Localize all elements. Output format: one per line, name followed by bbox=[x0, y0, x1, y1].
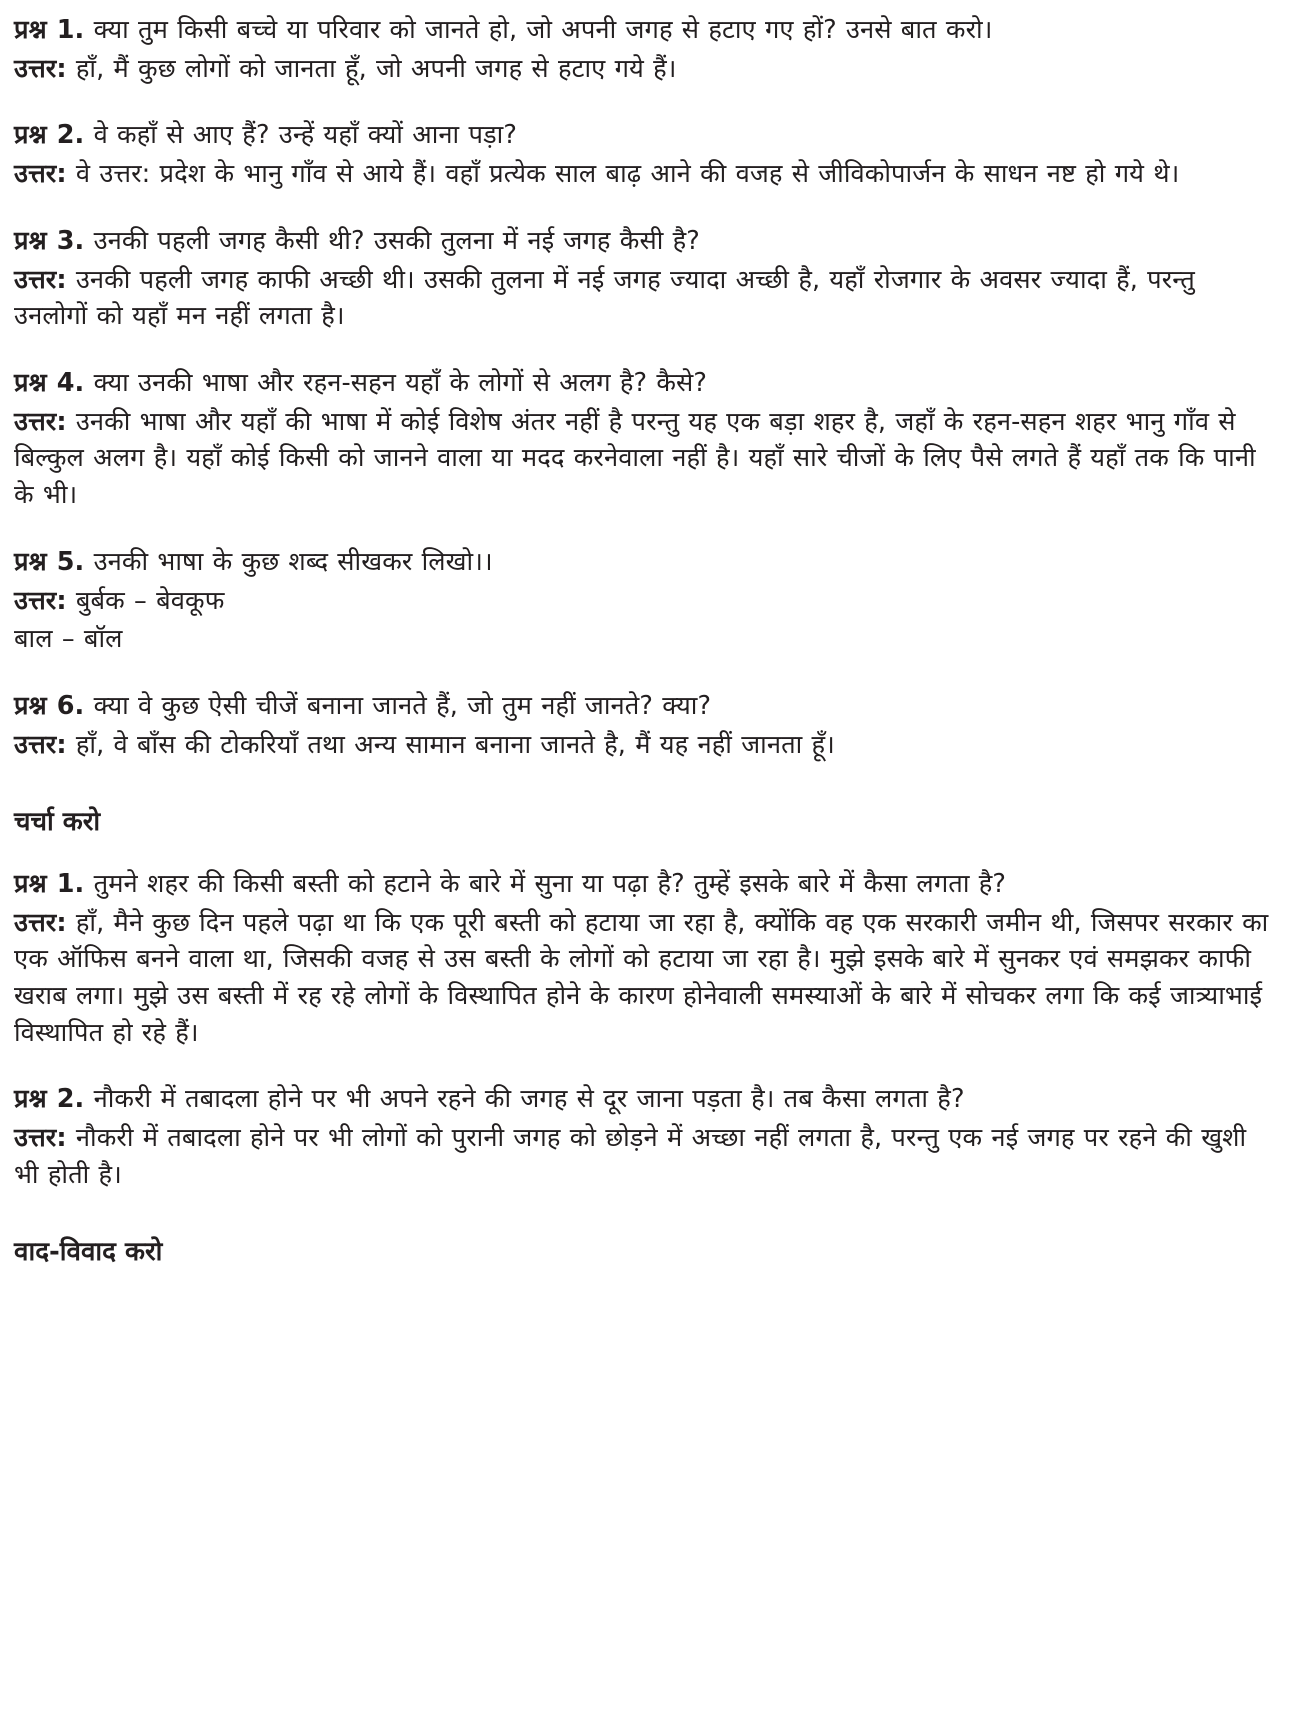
qa-item bbox=[14, 866, 1273, 1052]
answer-label: उत्तर: bbox=[14, 53, 67, 84]
question-label: प्रश्न 5. bbox=[14, 546, 85, 577]
section-discuss bbox=[14, 804, 1273, 1194]
question-text: उनकी भाषा के कुछ शब्द सीखकर लिखो।। bbox=[93, 546, 493, 577]
answer-text: नौकरी में तबादला होने पर भी लोगों को पुरानी जगह को छोड़ने में अच्छा नहीं लगता है, परन्तु एक नई जगह पर रहने की खुशी भी होती है। bbox=[14, 1123, 1247, 1190]
answer-line bbox=[14, 583, 1273, 620]
question-text: क्या उनकी भाषा और रहन-सहन यहाँ के लोगों से अलग है? कैसे? bbox=[93, 368, 708, 399]
answer-text: हाँ, मैने कुछ दिन पहले पढ़ा था कि एक पूरी बस्ती को हटाया जा रहा है, क्योंकि वह एक सरकारी जमीन थी, जिसपर सरकार का एक ऑफिस बनने वाला था, जिसकी वजह से उस बस्ती के लोगों को हटाया जा रहा है। मुझे इसके बारे में सुनकर एवं समझकर काफी खराब लगा। मुझे उस बस्ती में रह रहे लोगों के विस्थापित होने के कारण होनेवाली समस्याओं के बारे में सोचकर लगा कि कई जात्र्याभाई विस्थापित हो रहे हैं। bbox=[14, 907, 1269, 1048]
qa-item bbox=[14, 544, 1273, 658]
answer-label: उत्तर: bbox=[14, 264, 67, 295]
question-line bbox=[14, 866, 1273, 903]
question-label: प्रश्न 6. bbox=[14, 691, 85, 722]
question-label: प्रश्न 1. bbox=[14, 868, 85, 899]
qa-item bbox=[14, 365, 1273, 514]
answer-extra-line: बाल – बॉल bbox=[14, 624, 123, 655]
answer-label: उत्तर: bbox=[14, 585, 67, 616]
answer-label: उत्तर: bbox=[14, 907, 67, 938]
question-line bbox=[14, 365, 1273, 402]
question-text: क्या वे कुछ ऐसी चीजें बनाना जानते हैं, जो तुम नहीं जानते? क्या? bbox=[93, 691, 712, 722]
question-text: तुमने शहर की किसी बस्ती को हटाने के बारे में सुना या पढ़ा है? तुम्हें इसके बारे में कैसा लगता है? bbox=[93, 868, 1007, 899]
answer-line bbox=[14, 727, 1273, 764]
answer-line bbox=[14, 156, 1273, 193]
answer-text: उनकी भाषा और यहाँ की भाषा में कोई विशेष अंतर नहीं है परन्तु यह एक बड़ा शहर है, जहाँ के रहन-सहन शहर भानु गाँव से बिल्कुल अलग है। यहाँ कोई किसी को जानने वाला या मदद करनेवाला नहीं है। यहाँ सारे चीजों के लिए पैसे लगते हैं यहाँ तक कि पानी के भी। bbox=[14, 406, 1256, 511]
qa-item bbox=[14, 12, 1273, 87]
answer-label: उत्तर: bbox=[14, 406, 67, 437]
answer-text: हाँ, वे बाँस की टोकरियाँ तथा अन्य सामान बनाना जानते है, मैं यह नहीं जानता हूँ। bbox=[75, 729, 835, 760]
question-text: नौकरी में तबादला होने पर भी अपने रहने की जगह से दूर जाना पड़ता है। तब कैसा लगता है? bbox=[93, 1084, 965, 1115]
question-label: प्रश्न 2. bbox=[14, 1084, 85, 1115]
answer-text: हाँ, मैं कुछ लोगों को जानता हूँ, जो अपनी जगह से हटाए गये हैं। bbox=[75, 53, 677, 84]
answer-line bbox=[14, 1120, 1273, 1193]
answer-line bbox=[14, 905, 1273, 1052]
answer-label: उत्तर: bbox=[14, 159, 67, 190]
question-label: प्रश्न 1. bbox=[14, 15, 85, 45]
question-line bbox=[14, 1081, 1273, 1118]
answer-line bbox=[14, 404, 1273, 514]
answer-label: उत्तर: bbox=[14, 1123, 67, 1154]
answer-text: वे उत्तर: प्रदेश के भानु गाँव से आये हैं। वहाँ प्रत्येक साल बाढ़ आने की वजह से जीविकोपार्जन के साधन नष्ट हो गये थे। bbox=[75, 159, 1180, 190]
question-line bbox=[14, 688, 1273, 725]
question-text: उनकी पहली जगह कैसी थी? उसकी तुलना में नई जगह कैसी है? bbox=[93, 225, 700, 256]
qa-item bbox=[14, 223, 1273, 335]
answer-text: बुर्बक – बेवकूफ bbox=[75, 585, 225, 616]
section-spacer bbox=[14, 794, 1273, 804]
section-heading-discuss: चर्चा करो bbox=[14, 806, 101, 837]
section-heading-debate: वाद-विवाद करो bbox=[14, 1236, 163, 1267]
answer-label: उत्तर: bbox=[14, 729, 67, 760]
section-main-questions bbox=[14, 12, 1273, 764]
qa-item bbox=[14, 1081, 1273, 1193]
question-label: प्रश्न 2. bbox=[14, 120, 85, 151]
question-line bbox=[14, 544, 1273, 581]
question-line bbox=[14, 117, 1273, 154]
answer-line bbox=[14, 262, 1273, 335]
question-text: वे कहाँ से आए हैं? उन्हें यहाँ क्यों आना पड़ा? bbox=[93, 120, 518, 151]
answer-text: उनकी पहली जगह काफी अच्छी थी। उसकी तुलना में नई जगह ज्यादा अच्छी है, यहाँ रोजगार के अवसर ज्यादा हैं, परन्तु उनलोगों को यहाँ मन नहीं लगता है। bbox=[14, 264, 1195, 332]
question-label: प्रश्न 3. bbox=[14, 225, 85, 256]
question-text: क्या तुम किसी बच्चे या परिवार को जानते हो, जो अपनी जगह से हटाए गए हों? उनसे बात करो। bbox=[93, 15, 993, 45]
answer-line bbox=[14, 51, 1273, 88]
question-line bbox=[14, 12, 1273, 49]
question-line bbox=[14, 223, 1273, 260]
question-label: प्रश्न 4. bbox=[14, 368, 85, 399]
qa-item bbox=[14, 117, 1273, 192]
qa-item bbox=[14, 688, 1273, 763]
